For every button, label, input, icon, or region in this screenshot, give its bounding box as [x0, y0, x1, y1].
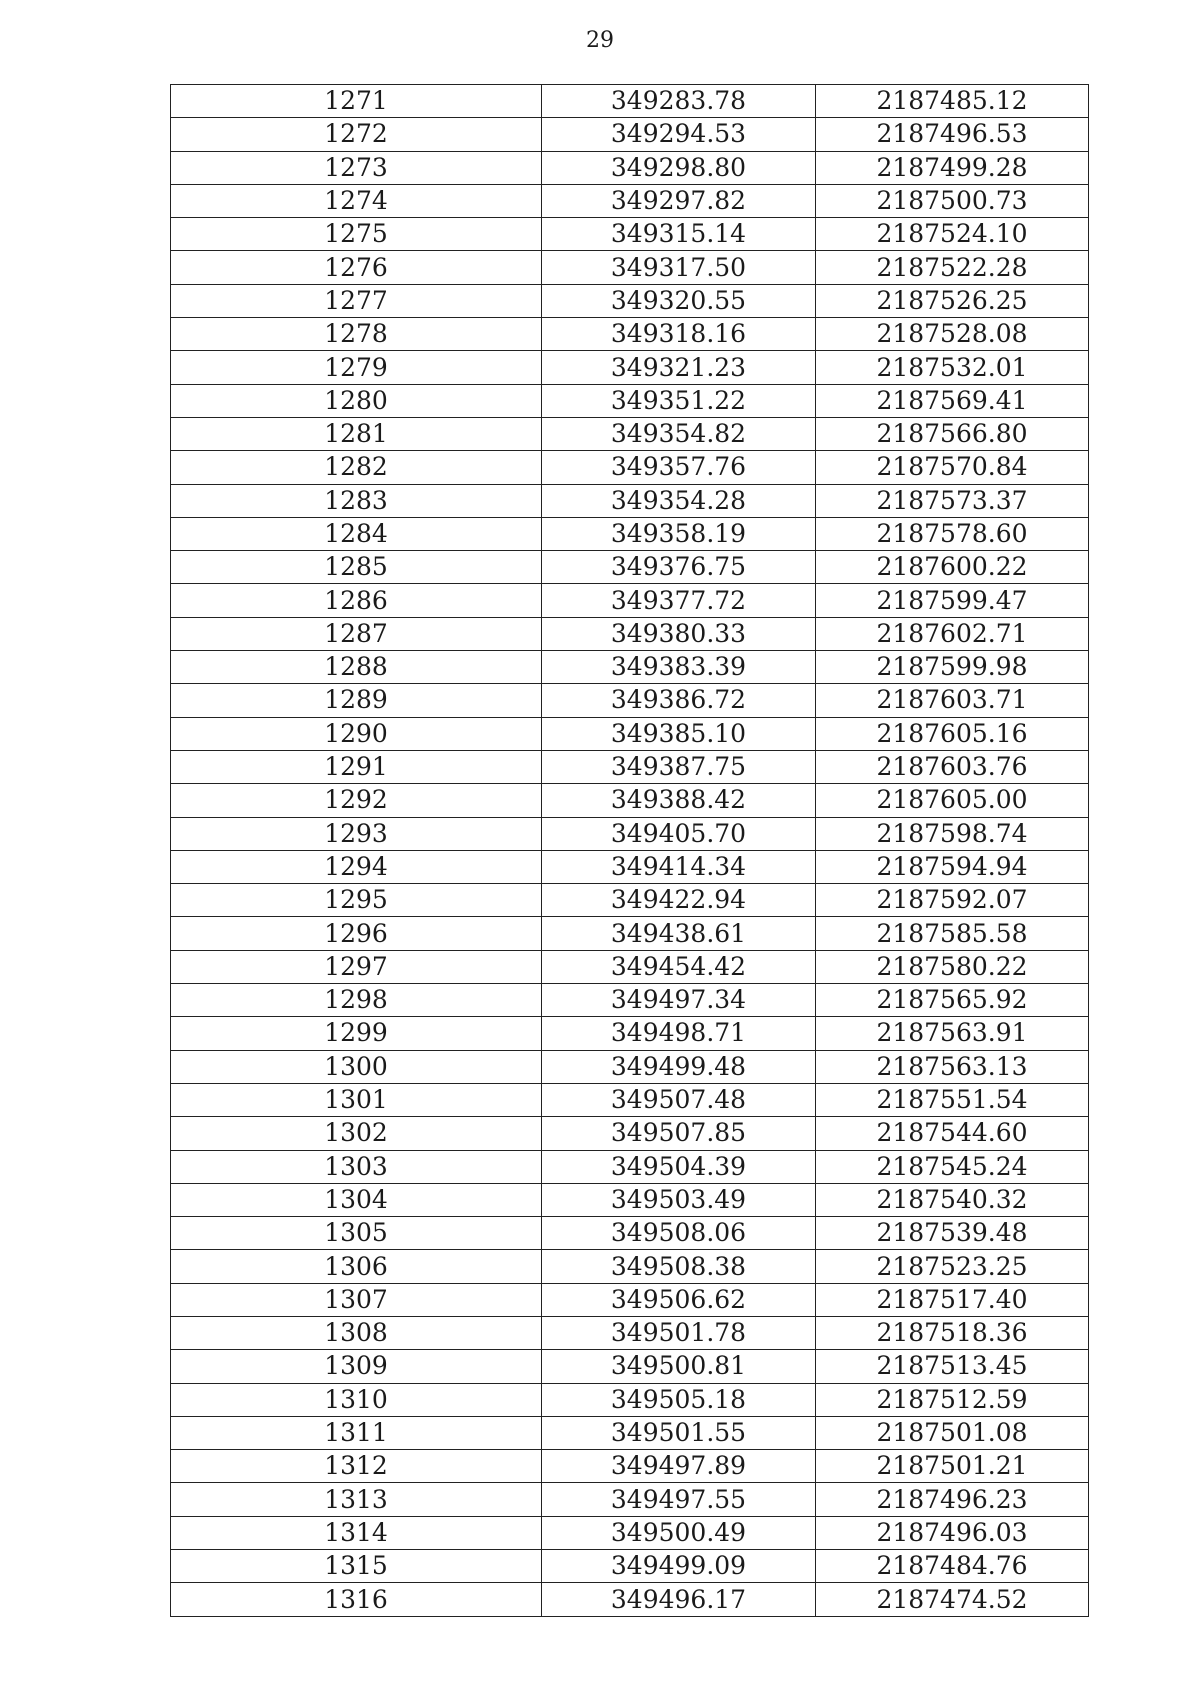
point-number-cell: 1294 — [171, 850, 542, 883]
table-row — [171, 950, 1089, 983]
point-number-cell: 1313 — [171, 1483, 542, 1516]
x-coordinate-cell: 349354.28 — [542, 484, 816, 517]
table-row — [171, 351, 1089, 384]
point-number-cell: 1279 — [171, 351, 542, 384]
point-number-cell: 1282 — [171, 451, 542, 484]
table-row — [171, 151, 1089, 184]
table-row — [171, 1383, 1089, 1416]
table-row — [171, 1350, 1089, 1383]
x-coordinate-cell: 349500.49 — [542, 1516, 816, 1549]
table-row — [171, 717, 1089, 750]
table-row — [171, 850, 1089, 883]
x-coordinate-cell: 349496.17 — [542, 1583, 816, 1616]
y-coordinate-cell: 2187603.76 — [816, 750, 1089, 783]
point-number-cell: 1297 — [171, 950, 542, 983]
table-row — [171, 284, 1089, 317]
point-number-cell: 1311 — [171, 1416, 542, 1449]
x-coordinate-cell: 349321.23 — [542, 351, 816, 384]
y-coordinate-cell: 2187524.10 — [816, 218, 1089, 251]
table-row — [171, 1516, 1089, 1549]
x-coordinate-cell: 349497.55 — [542, 1483, 816, 1516]
x-coordinate-cell: 349498.71 — [542, 1017, 816, 1050]
x-coordinate-cell: 349357.76 — [542, 451, 816, 484]
table-row — [171, 1183, 1089, 1216]
x-coordinate-cell: 349504.39 — [542, 1150, 816, 1183]
y-coordinate-cell: 2187501.08 — [816, 1416, 1089, 1449]
point-number-cell: 1305 — [171, 1217, 542, 1250]
x-coordinate-cell: 349499.09 — [542, 1550, 816, 1583]
y-coordinate-cell: 2187578.60 — [816, 517, 1089, 550]
y-coordinate-cell: 2187580.22 — [816, 950, 1089, 983]
x-coordinate-cell: 349508.38 — [542, 1250, 816, 1283]
point-number-cell: 1289 — [171, 684, 542, 717]
point-number-cell: 1296 — [171, 917, 542, 950]
x-coordinate-cell: 349497.89 — [542, 1450, 816, 1483]
table-row — [171, 1017, 1089, 1050]
y-coordinate-cell: 2187594.94 — [816, 850, 1089, 883]
point-number-cell: 1315 — [171, 1550, 542, 1583]
point-number-cell: 1285 — [171, 551, 542, 584]
y-coordinate-cell: 2187518.36 — [816, 1316, 1089, 1349]
y-coordinate-cell: 2187512.59 — [816, 1383, 1089, 1416]
table-row — [171, 1416, 1089, 1449]
point-number-cell: 1277 — [171, 284, 542, 317]
x-coordinate-cell: 349297.82 — [542, 184, 816, 217]
x-coordinate-cell: 349454.42 — [542, 950, 816, 983]
y-coordinate-cell: 2187563.91 — [816, 1017, 1089, 1050]
point-number-cell: 1301 — [171, 1083, 542, 1116]
table-row — [171, 318, 1089, 351]
point-number-cell: 1307 — [171, 1283, 542, 1316]
table-row — [171, 1250, 1089, 1283]
y-coordinate-cell: 2187517.40 — [816, 1283, 1089, 1316]
table-row — [171, 684, 1089, 717]
y-coordinate-cell: 2187599.47 — [816, 584, 1089, 617]
x-coordinate-cell: 349358.19 — [542, 517, 816, 550]
x-coordinate-cell: 349503.49 — [542, 1183, 816, 1216]
x-coordinate-cell: 349376.75 — [542, 551, 816, 584]
table-row — [171, 750, 1089, 783]
y-coordinate-cell: 2187570.84 — [816, 451, 1089, 484]
x-coordinate-cell: 349501.78 — [542, 1316, 816, 1349]
point-number-cell: 1278 — [171, 318, 542, 351]
point-number-cell: 1304 — [171, 1183, 542, 1216]
x-coordinate-cell: 349508.06 — [542, 1217, 816, 1250]
x-coordinate-cell: 349506.62 — [542, 1283, 816, 1316]
x-coordinate-cell: 349501.55 — [542, 1416, 816, 1449]
y-coordinate-cell: 2187474.52 — [816, 1583, 1089, 1616]
x-coordinate-cell: 349283.78 — [542, 85, 816, 118]
point-number-cell: 1272 — [171, 118, 542, 151]
table-row — [171, 451, 1089, 484]
y-coordinate-cell: 2187485.12 — [816, 85, 1089, 118]
y-coordinate-cell: 2187540.32 — [816, 1183, 1089, 1216]
x-coordinate-cell: 349351.22 — [542, 384, 816, 417]
x-coordinate-cell: 349414.34 — [542, 850, 816, 883]
x-coordinate-cell: 349317.50 — [542, 251, 816, 284]
y-coordinate-cell: 2187598.74 — [816, 817, 1089, 850]
point-number-cell: 1286 — [171, 584, 542, 617]
y-coordinate-cell: 2187569.41 — [816, 384, 1089, 417]
y-coordinate-cell: 2187545.24 — [816, 1150, 1089, 1183]
y-coordinate-cell: 2187602.71 — [816, 617, 1089, 650]
point-number-cell: 1280 — [171, 384, 542, 417]
y-coordinate-cell: 2187539.48 — [816, 1217, 1089, 1250]
point-number-cell: 1288 — [171, 651, 542, 684]
y-coordinate-cell: 2187513.45 — [816, 1350, 1089, 1383]
x-coordinate-cell: 349294.53 — [542, 118, 816, 151]
point-number-cell: 1275 — [171, 218, 542, 251]
y-coordinate-cell: 2187484.76 — [816, 1550, 1089, 1583]
table-row — [171, 917, 1089, 950]
y-coordinate-cell: 2187501.21 — [816, 1450, 1089, 1483]
y-coordinate-cell: 2187496.03 — [816, 1516, 1089, 1549]
point-number-cell: 1281 — [171, 417, 542, 450]
y-coordinate-cell: 2187532.01 — [816, 351, 1089, 384]
table-row — [171, 984, 1089, 1017]
y-coordinate-cell: 2187573.37 — [816, 484, 1089, 517]
y-coordinate-cell: 2187551.54 — [816, 1083, 1089, 1116]
y-coordinate-cell: 2187599.98 — [816, 651, 1089, 684]
y-coordinate-cell: 2187523.25 — [816, 1250, 1089, 1283]
table-row — [171, 1550, 1089, 1583]
point-number-cell: 1287 — [171, 617, 542, 650]
x-coordinate-cell: 349298.80 — [542, 151, 816, 184]
point-number-cell: 1300 — [171, 1050, 542, 1083]
y-coordinate-cell: 2187563.13 — [816, 1050, 1089, 1083]
point-number-cell: 1293 — [171, 817, 542, 850]
x-coordinate-cell: 349499.48 — [542, 1050, 816, 1083]
x-coordinate-cell: 349318.16 — [542, 318, 816, 351]
x-coordinate-cell: 349438.61 — [542, 917, 816, 950]
table-row — [171, 384, 1089, 417]
table-row — [171, 1450, 1089, 1483]
point-number-cell: 1295 — [171, 884, 542, 917]
y-coordinate-cell: 2187496.53 — [816, 118, 1089, 151]
y-coordinate-cell: 2187496.23 — [816, 1483, 1089, 1516]
point-number-cell: 1274 — [171, 184, 542, 217]
table-row — [171, 1117, 1089, 1150]
x-coordinate-cell: 349354.82 — [542, 417, 816, 450]
point-number-cell: 1316 — [171, 1583, 542, 1616]
y-coordinate-cell: 2187585.58 — [816, 917, 1089, 950]
table-row — [171, 118, 1089, 151]
y-coordinate-cell: 2187526.25 — [816, 284, 1089, 317]
point-number-cell: 1303 — [171, 1150, 542, 1183]
point-number-cell: 1290 — [171, 717, 542, 750]
y-coordinate-cell: 2187566.80 — [816, 417, 1089, 450]
page-number: 29 — [586, 28, 614, 53]
point-number-cell: 1308 — [171, 1316, 542, 1349]
point-number-cell: 1302 — [171, 1117, 542, 1150]
point-number-cell: 1309 — [171, 1350, 542, 1383]
table-row — [171, 1150, 1089, 1183]
point-number-cell: 1273 — [171, 151, 542, 184]
point-number-cell: 1312 — [171, 1450, 542, 1483]
x-coordinate-cell: 349383.39 — [542, 651, 816, 684]
y-coordinate-cell: 2187565.92 — [816, 984, 1089, 1017]
y-coordinate-cell: 2187600.22 — [816, 551, 1089, 584]
x-coordinate-cell: 349507.48 — [542, 1083, 816, 1116]
table-row — [171, 884, 1089, 917]
coordinates-table — [170, 84, 1089, 1617]
x-coordinate-cell: 349377.72 — [542, 584, 816, 617]
point-number-cell: 1299 — [171, 1017, 542, 1050]
point-number-cell: 1310 — [171, 1383, 542, 1416]
x-coordinate-cell: 349385.10 — [542, 717, 816, 750]
table-row — [171, 551, 1089, 584]
table-row — [171, 651, 1089, 684]
table-row — [171, 85, 1089, 118]
table-row — [171, 184, 1089, 217]
y-coordinate-cell: 2187603.71 — [816, 684, 1089, 717]
coordinates-table-body — [171, 85, 1089, 1617]
y-coordinate-cell: 2187544.60 — [816, 1117, 1089, 1150]
table-row — [171, 251, 1089, 284]
x-coordinate-cell: 349422.94 — [542, 884, 816, 917]
x-coordinate-cell: 349320.55 — [542, 284, 816, 317]
x-coordinate-cell: 349388.42 — [542, 784, 816, 817]
y-coordinate-cell: 2187592.07 — [816, 884, 1089, 917]
table-row — [171, 484, 1089, 517]
y-coordinate-cell: 2187605.00 — [816, 784, 1089, 817]
y-coordinate-cell: 2187522.28 — [816, 251, 1089, 284]
point-number-cell: 1292 — [171, 784, 542, 817]
point-number-cell: 1314 — [171, 1516, 542, 1549]
y-coordinate-cell: 2187499.28 — [816, 151, 1089, 184]
table-row — [171, 617, 1089, 650]
table-row — [171, 1050, 1089, 1083]
x-coordinate-cell: 349497.34 — [542, 984, 816, 1017]
point-number-cell: 1271 — [171, 85, 542, 118]
table-row — [171, 1316, 1089, 1349]
y-coordinate-cell: 2187500.73 — [816, 184, 1089, 217]
x-coordinate-cell: 349405.70 — [542, 817, 816, 850]
x-coordinate-cell: 349507.85 — [542, 1117, 816, 1150]
table-row — [171, 784, 1089, 817]
y-coordinate-cell: 2187605.16 — [816, 717, 1089, 750]
x-coordinate-cell: 349386.72 — [542, 684, 816, 717]
x-coordinate-cell: 349387.75 — [542, 750, 816, 783]
point-number-cell: 1298 — [171, 984, 542, 1017]
table-row — [171, 584, 1089, 617]
point-number-cell: 1284 — [171, 517, 542, 550]
table-row — [171, 1283, 1089, 1316]
table-row — [171, 817, 1089, 850]
x-coordinate-cell: 349500.81 — [542, 1350, 816, 1383]
x-coordinate-cell: 349315.14 — [542, 218, 816, 251]
table-row — [171, 417, 1089, 450]
table-row — [171, 1483, 1089, 1516]
point-number-cell: 1283 — [171, 484, 542, 517]
table-row — [171, 218, 1089, 251]
table-row — [171, 1083, 1089, 1116]
x-coordinate-cell: 349380.33 — [542, 617, 816, 650]
x-coordinate-cell: 349505.18 — [542, 1383, 816, 1416]
table-row — [171, 1217, 1089, 1250]
point-number-cell: 1276 — [171, 251, 542, 284]
point-number-cell: 1291 — [171, 750, 542, 783]
y-coordinate-cell: 2187528.08 — [816, 318, 1089, 351]
point-number-cell: 1306 — [171, 1250, 542, 1283]
table-row — [171, 1583, 1089, 1616]
table-row — [171, 517, 1089, 550]
